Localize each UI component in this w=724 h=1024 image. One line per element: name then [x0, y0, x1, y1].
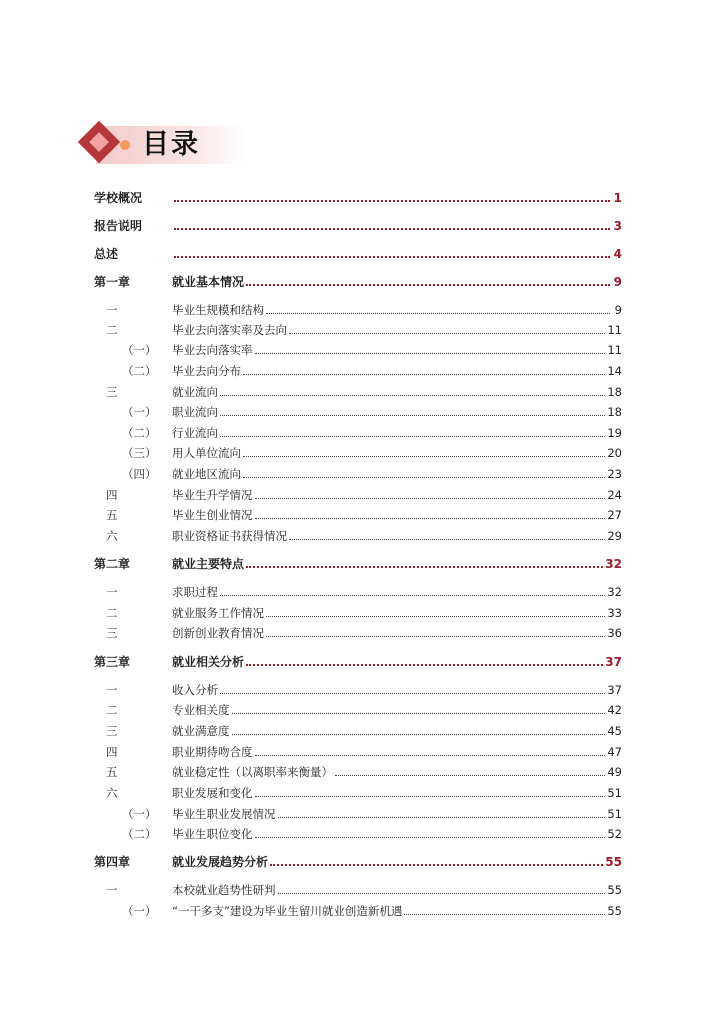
toc-entry-title: 本校就业趋势性研判 — [172, 883, 276, 897]
toc-entry-number: 一 — [106, 883, 118, 897]
dot-leader — [174, 200, 610, 202]
toc-entry-page: 11 — [607, 323, 622, 337]
dot-leader — [266, 616, 605, 617]
toc-entry-number: （一） — [122, 807, 157, 821]
dot-leader — [335, 775, 605, 776]
toc-entry[interactable] — [94, 359, 622, 379]
toc-entry-page: 4 — [613, 247, 622, 261]
toc-entry-title: 就业流向 — [172, 385, 218, 399]
toc-entry-page: 42 — [607, 703, 622, 717]
toc-entry-title: 就业基本情况 — [172, 275, 245, 289]
toc-entry-title: 就业服务工作情况 — [172, 606, 264, 620]
toc-entry-title: 毕业去向落实率及去向 — [172, 323, 287, 337]
toc-entry-title: 就业主要特点 — [172, 557, 245, 571]
toc-entry-page: 27 — [607, 508, 622, 522]
toc-entry-number: 学校概况 — [94, 191, 143, 205]
dot-icon — [120, 140, 130, 150]
toc-entry[interactable] — [94, 338, 622, 358]
toc-entry[interactable] — [94, 400, 622, 420]
dot-leader — [270, 864, 603, 866]
dot-leader — [243, 374, 605, 375]
toc-entry-page: 51 — [607, 786, 622, 800]
toc-entry-page: 14 — [607, 364, 622, 378]
toc-entry-number: 四 — [106, 745, 118, 759]
toc-entry[interactable] — [94, 899, 622, 919]
toc-entry-title: 毕业生职业发展情况 — [172, 807, 276, 821]
toc-entry[interactable] — [94, 650, 622, 670]
toc-entry-page: 45 — [607, 724, 622, 738]
toc-entry-title: 收入分析 — [172, 683, 218, 697]
toc-entry-page: 23 — [607, 467, 622, 481]
toc-entry[interactable] — [94, 298, 622, 318]
toc-entry-number: 五 — [106, 765, 118, 779]
dot-leader — [404, 914, 605, 915]
toc-entry-number: 报告说明 — [94, 219, 143, 233]
dot-leader — [246, 566, 603, 568]
toc-entry-number: 三 — [106, 724, 118, 738]
toc-entry-number: 三 — [106, 626, 118, 640]
toc-entry-number: 一 — [106, 303, 118, 317]
dot-leader — [255, 518, 606, 519]
toc-entry[interactable] — [94, 186, 622, 206]
toc-entry-number: 一 — [106, 683, 118, 697]
toc-entry-page: 9 — [614, 303, 622, 317]
toc-entry[interactable] — [94, 678, 622, 698]
toc-entry-title: 毕业生升学情况 — [172, 488, 253, 502]
toc-entry[interactable] — [94, 698, 622, 718]
toc-entry-page: 18 — [607, 405, 622, 419]
toc-entry-page: 18 — [607, 385, 622, 399]
toc-entry-title: 职业期待吻合度 — [172, 745, 253, 759]
dot-leader — [220, 595, 605, 596]
toc-entry[interactable] — [94, 380, 622, 400]
toc-entry[interactable] — [94, 760, 622, 780]
toc-entry-page: 9 — [613, 275, 622, 289]
dot-leader — [232, 734, 606, 735]
toc-entry-page: 20 — [607, 446, 622, 460]
toc-entry-number: （一） — [122, 405, 157, 419]
toc-entry-number: 二 — [106, 606, 118, 620]
toc-entry[interactable] — [94, 580, 622, 600]
toc-entry-page: 47 — [607, 745, 622, 759]
toc-entry-number: 四 — [106, 488, 118, 502]
toc-entry-title: 就业地区流向 — [172, 467, 241, 481]
toc-entry-title: 毕业去向落实率 — [172, 343, 253, 357]
toc-entry[interactable] — [94, 214, 622, 234]
toc-entry-page: 1 — [613, 191, 622, 205]
toc-entry-number: 第一章 — [94, 275, 131, 289]
toc-entry-title: 就业满意度 — [172, 724, 230, 738]
toc-entry-page: 3 — [613, 219, 622, 233]
toc-entry-title: 行业流向 — [172, 426, 218, 440]
toc-entry-page: 55 — [607, 883, 622, 897]
toc-entry[interactable] — [94, 503, 622, 523]
toc-entry[interactable] — [94, 462, 622, 482]
toc-entry[interactable] — [94, 822, 622, 842]
dot-leader — [266, 313, 610, 314]
dot-leader — [246, 284, 610, 286]
dot-leader — [220, 415, 605, 416]
toc-entry[interactable] — [94, 524, 622, 544]
toc-entry-page: 37 — [607, 683, 622, 697]
dot-leader — [255, 755, 606, 756]
toc-entry-number: （一） — [122, 904, 157, 918]
toc-entry-title: 职业流向 — [172, 405, 218, 419]
toc-entry-number: （三） — [122, 446, 157, 460]
toc-entry-number: 一 — [106, 585, 118, 599]
toc-entry[interactable] — [94, 781, 622, 801]
toc-entry-number: （一） — [122, 343, 157, 357]
dot-leader — [174, 256, 610, 258]
toc-entry-title: “一干多支”建设为毕业生留川就业创造新机遇 — [172, 904, 403, 918]
toc-entry-page: 32 — [605, 557, 622, 571]
toc-entry[interactable] — [94, 601, 622, 621]
toc-entry-number: 三 — [106, 385, 118, 399]
toc-entry-page: 11 — [607, 343, 622, 357]
toc-entry-page: 24 — [607, 488, 622, 502]
toc-entry-number: 第二章 — [94, 557, 131, 571]
toc-entry-title: 就业发展趋势分析 — [172, 855, 269, 869]
toc-entry-title: 用人单位流向 — [172, 446, 241, 460]
dot-leader — [266, 636, 605, 637]
toc-entry-title: 创新创业教育情况 — [172, 626, 264, 640]
dot-leader — [255, 837, 606, 838]
dot-leader — [220, 395, 605, 396]
toc-entry-page: 33 — [607, 606, 622, 620]
toc-entry[interactable] — [94, 421, 622, 441]
dot-leader — [246, 664, 603, 666]
toc-entry[interactable] — [94, 318, 622, 338]
toc-entry-title: 就业相关分析 — [172, 655, 245, 669]
toc-entry-number: 二 — [106, 323, 118, 337]
dot-leader — [255, 796, 606, 797]
toc-entry-title: 毕业生创业情况 — [172, 508, 253, 522]
toc-entry-title: 职业资格证书获得情况 — [172, 529, 287, 543]
toc-entry-number: 六 — [106, 529, 118, 543]
toc-entry-number: 五 — [106, 508, 118, 522]
toc-entry-page: 49 — [607, 765, 622, 779]
toc-entry-page: 32 — [607, 585, 622, 599]
toc-entry-number: 第四章 — [94, 855, 131, 869]
toc-entry-page: 19 — [607, 426, 622, 440]
toc-entry-title: 就业稳定性（以离职率来衡量） — [172, 765, 333, 779]
toc-entry[interactable] — [94, 621, 622, 641]
toc-entry-number: 总述 — [94, 247, 119, 261]
toc-entry[interactable] — [94, 740, 622, 760]
dot-leader — [278, 893, 606, 894]
toc-entry-number: 二 — [106, 703, 118, 717]
dot-leader — [243, 456, 605, 457]
dot-leader — [232, 713, 606, 714]
dot-leader — [243, 477, 605, 478]
toc-entry[interactable] — [94, 483, 622, 503]
toc-entry[interactable] — [94, 802, 622, 822]
toc-entry-page: 36 — [607, 626, 622, 640]
toc-entry-page: 52 — [607, 827, 622, 841]
dot-leader — [220, 436, 605, 437]
toc-entry-title: 毕业去向分布 — [172, 364, 241, 378]
toc-entry-number: （二） — [122, 364, 157, 378]
toc-entry[interactable] — [94, 878, 622, 898]
page-title: 目录 — [142, 129, 200, 160]
toc-entry-page: 37 — [605, 655, 622, 669]
toc-entry-number: 第三章 — [94, 655, 131, 669]
toc-entry-title: 职业发展和变化 — [172, 786, 253, 800]
toc-entry[interactable] — [94, 850, 622, 870]
toc-entry-title: 毕业生职位变化 — [172, 827, 253, 841]
toc-entry[interactable] — [94, 242, 622, 262]
toc-entry-number: （二） — [122, 827, 157, 841]
toc-entry-number: 六 — [106, 786, 118, 800]
dot-leader — [289, 539, 605, 540]
toc-header — [80, 124, 248, 166]
toc-entry-title: 求职过程 — [172, 585, 218, 599]
toc-entry[interactable] — [94, 719, 622, 739]
toc-entry-page: 55 — [605, 855, 622, 869]
dot-leader — [255, 498, 606, 499]
toc-entry-title: 专业相关度 — [172, 703, 230, 717]
toc-entry[interactable] — [94, 270, 622, 290]
toc-entry-page: 51 — [607, 807, 622, 821]
toc-entry[interactable] — [94, 441, 622, 461]
dot-leader — [174, 228, 610, 230]
toc-entry-number: （四） — [122, 467, 157, 481]
dot-leader — [289, 333, 605, 334]
toc-entry-number: （二） — [122, 426, 157, 440]
toc-entry-page: 29 — [607, 529, 622, 543]
toc-entry-title: 毕业生规模和结构 — [172, 303, 264, 317]
dot-leader — [220, 693, 605, 694]
dot-leader — [255, 353, 606, 354]
dot-leader — [278, 817, 606, 818]
toc-entry-page: 55 — [607, 904, 622, 918]
toc-entry[interactable] — [94, 552, 622, 572]
